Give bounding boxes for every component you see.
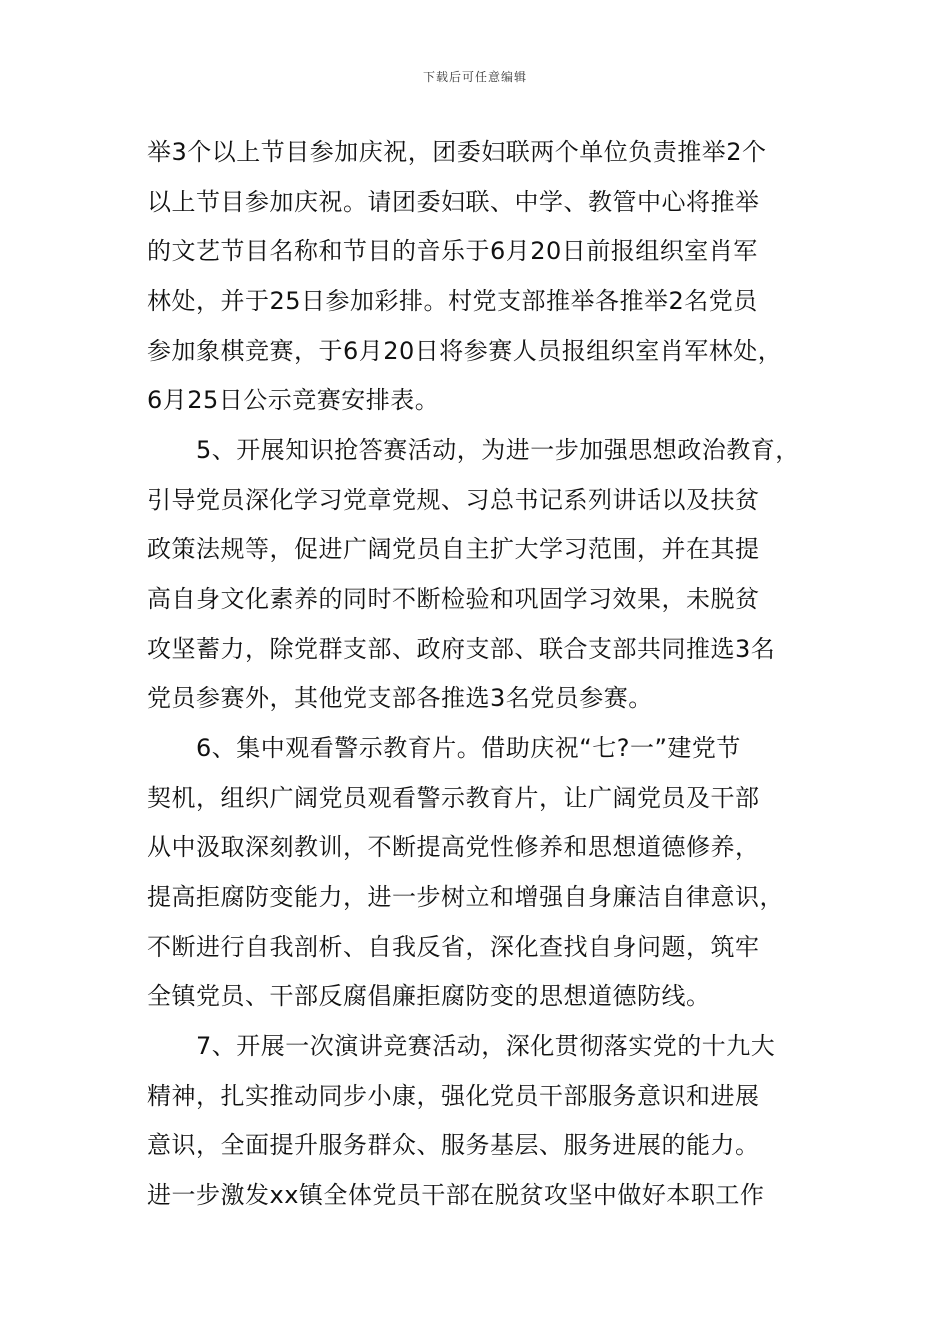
paragraph-start-line: 7、开展一次演讲竞赛活动，深化贯彻落实党的十九大 [196,1032,776,1060]
page-header-note: 下载后可任意编辑 [422,70,527,84]
body-line: 政策法规等，促进广阔党员自主扩大学习范围，并在其提 [147,535,760,563]
body-line: 党员参赛外，其他党支部各推选3名党员参赛。 [147,684,653,712]
body-line: 全镇党员、干部反腐倡廉拒腐防变的思想道德防线。 [147,982,711,1010]
body-line: 进一步激发xx镇全体党员干部在脱贫攻坚中做好本职工作 [147,1181,765,1209]
body-line: 以上节目参加庆祝。请团委妇联、中学、教管中心将推举 [147,188,760,216]
body-line: 不断进行自我剖析、自我反省，深化查找自身问题，筑牢 [147,933,760,961]
body-line: 引导党员深化学习党章党规、习总书记系列讲话以及扶贫 [147,486,760,514]
body-line: 的文艺节目名称和节目的音乐于6月20日前报组织室肖军 [147,237,758,265]
body-line: 林处，并于25日参加彩排。村党支部推举各推举2名党员 [147,287,758,315]
body-line: 提高拒腐防变能力，进一步树立和增强自身廉洁自律意识， [147,883,784,911]
body-line: 意识，全面提升服务群众、服务基层、服务进展的能力。 [147,1131,760,1159]
body-line: 参加象棋竞赛，于6月20日将参赛人员报组织室肖军林处， [147,337,783,365]
body-line: 6月25日公示竞赛安排表。 [147,386,440,414]
body-line: 精神，扎实推动同步小康，强化党员干部服务意识和进展 [147,1082,760,1110]
body-line: 攻坚蓄力，除党群支部、政府支部、联合支部共同推选3名 [147,635,776,663]
body-line: 契机，组织广阔党员观看警示教育片，让广阔党员及干部 [147,784,760,812]
paragraph-start-line: 6、集中观看警示教育片。借助庆祝“七?一”建党节 [196,734,741,762]
body-line: 从中汲取深刻教训，不断提高党性修养和思想道德修养， [147,833,760,861]
paragraph-start-line: 5、开展知识抢答赛活动，为进一步加强思想政治教育， [196,436,800,464]
body-line: 举3个以上节目参加庆祝，团委妇联两个单位负责推举2个 [147,138,767,166]
body-line: 高自身文化素养的同时不断检验和巩固学习效果，未脱贫 [147,585,760,613]
